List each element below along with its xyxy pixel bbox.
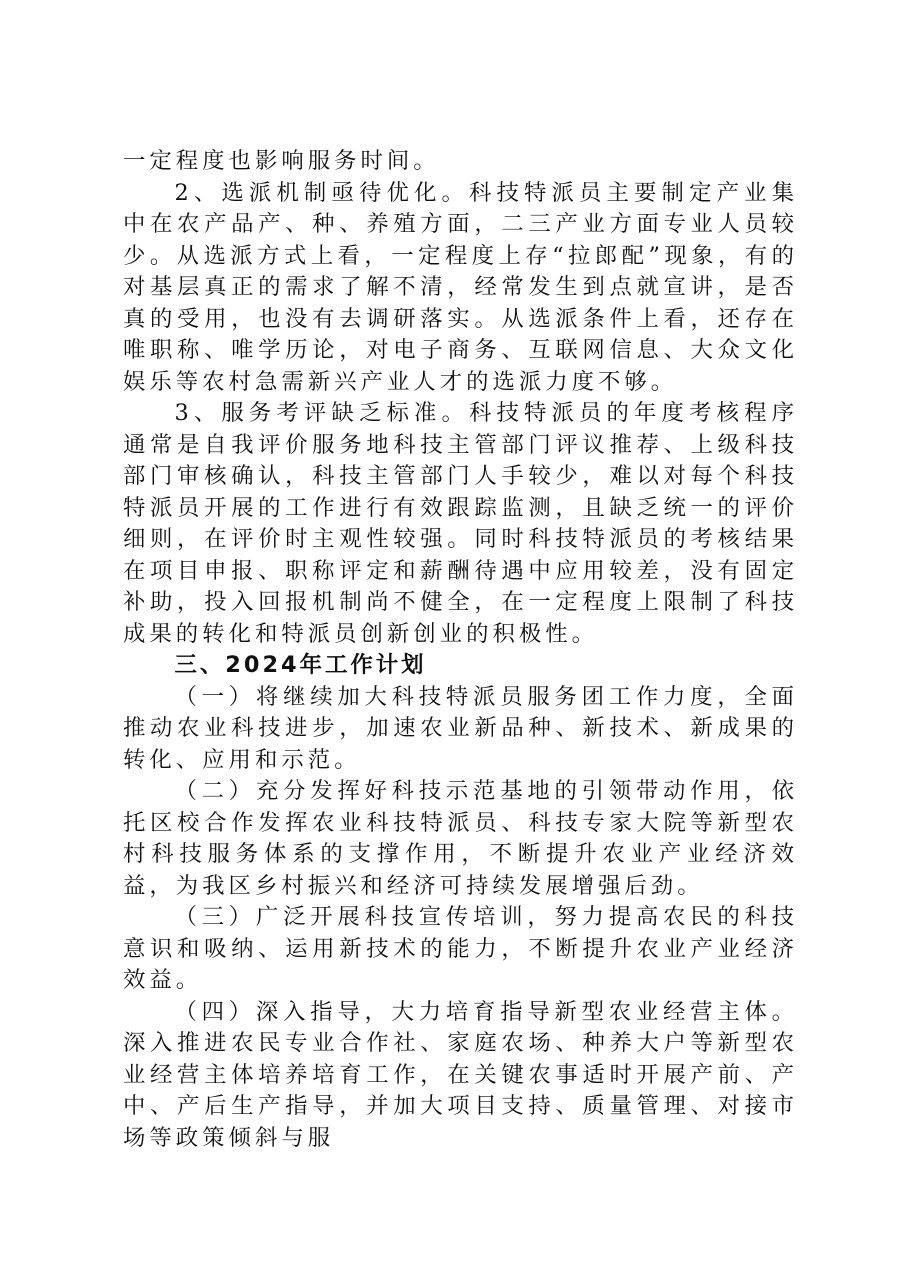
document-body — [123, 146, 798, 1154]
paragraph-evaluation-standard: 3、服务考评缺乏标准。科技特派员的年度考核程序通常是自我评价服务地科技主管部门评议推荐、上级科技部门审核确认，科技主管部门人手较少，难以对每个科技特派员开展的工作进行有效跟踪监测，且缺乏统一的评价细则，在评价时主观性较强。同时科技特派员的考核结果在项目申报、职称评定和薪酬待遇中应用较差，没有固定补助，投入回报机制尚不健全，在一定程度上限制了科技成果的转化和特派员创新创业的积极性。 — [123, 400, 798, 647]
paragraph-plan-4: （四）深入指导，大力培育指导新型农业经营主体。深入推进农民专业合作社、家庭农场、种养大户等新型农业经营主体培养培育工作，在关键农事适时开展产前、产中、产后生产指导，并加大项目支持、质量管理、对接市场等政策倾斜与服 — [123, 998, 798, 1151]
section-heading-work-plan: 三、2024年工作计划 — [174, 652, 427, 678]
paragraph-continued: 一定程度也影响服务时间。 — [123, 148, 440, 174]
paragraph-plan-3: （三）广泛开展科技宣传培训，努力提高农民的科技意识和吸纳、运用新技术的能力，不断提升农业产业经济效益。 — [123, 904, 798, 993]
paragraph-selection-mechanism: 2、选派机制亟待优化。科技特派员主要制定产业集中在农产品产、种、养殖方面，二三产业方面专业人员较少。从选派方式上看，一定程度上存“拉郎配”现象，有的对基层真正的需求了解不清，经常发生到点就宣讲，是否真的受用，也没有去调研落实。从选派条件上看，还存在唯职称、唯学历论，对电子商务、互联网信息、大众文化娱乐等农村急需新兴产业人才的选派力度不够。 — [123, 179, 798, 395]
paragraph-plan-2: （二）充分发挥好科技示范基地的引领带动作用，依托区校合作发挥农业科技特派员、科技专家大院等新型农村科技服务体系的支撑作用，不断提升农业产业经济效益，为我区乡村振兴和经济可持续发展增强后劲。 — [123, 778, 798, 899]
paragraph-plan-1: （一）将继续加大科技特派员服务团工作力度，全面推动农业科技进步，加速农业新品种、新技术、新成果的转化、应用和示范。 — [123, 683, 798, 773]
